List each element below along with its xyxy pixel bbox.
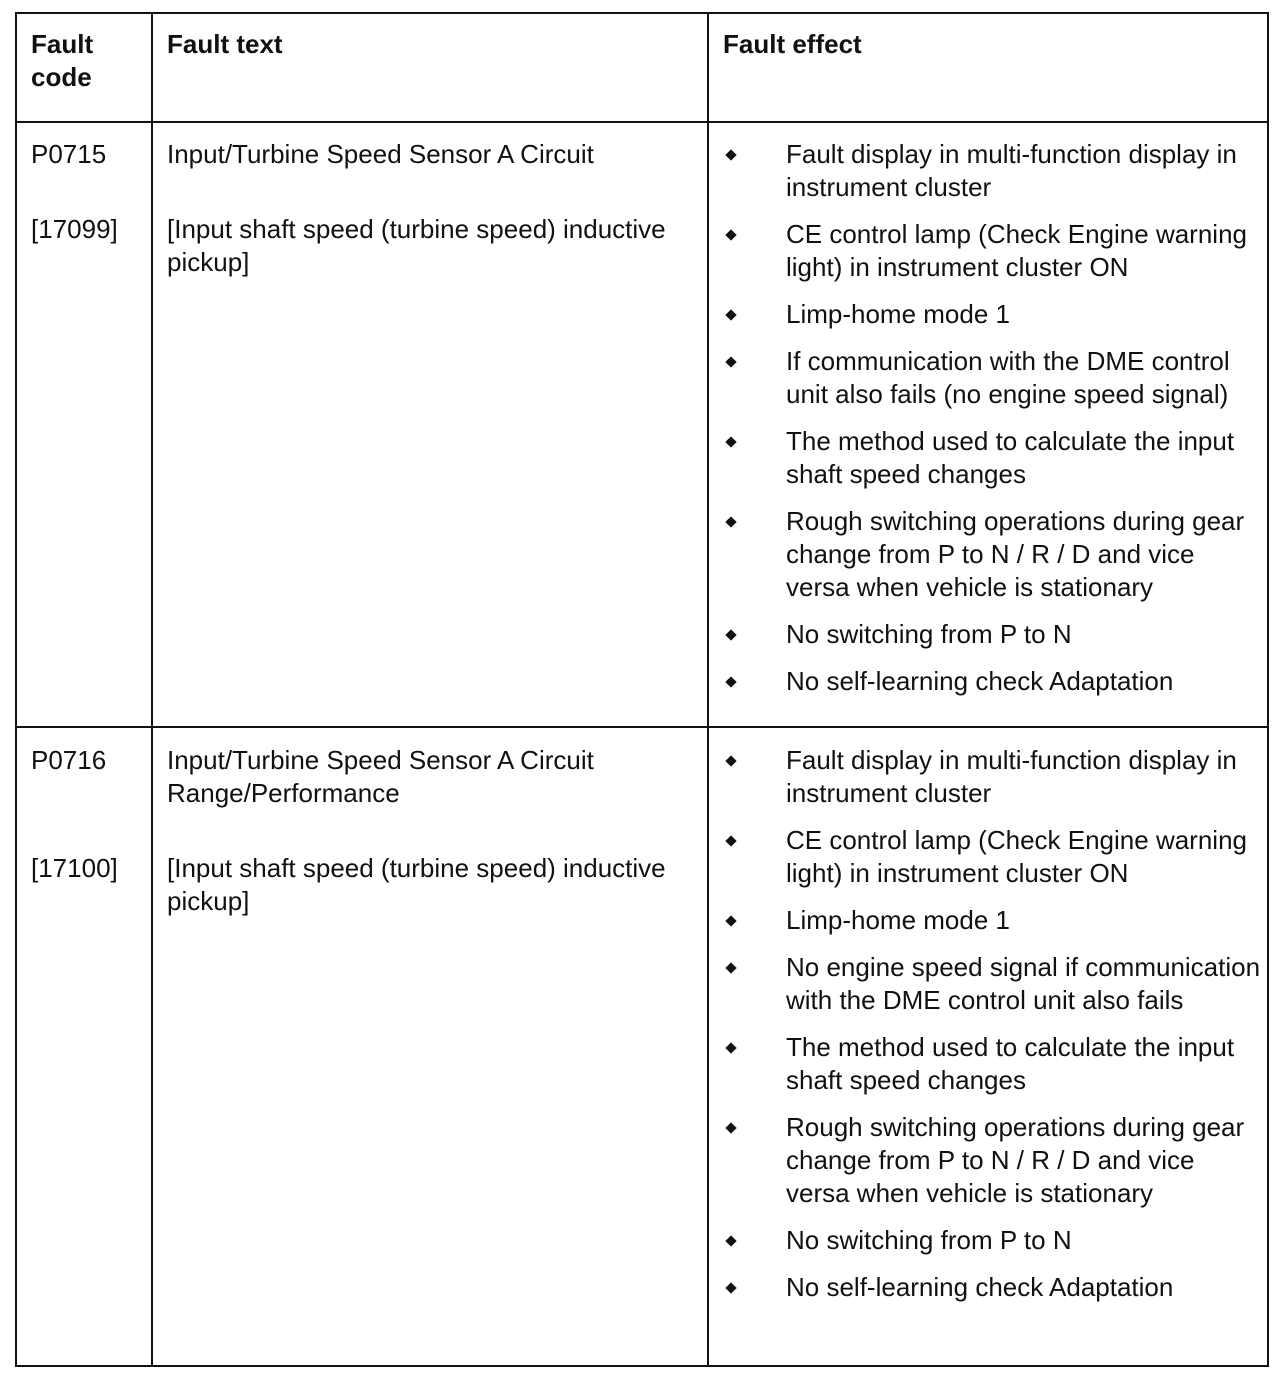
column-divider [707,14,709,1365]
table-row-1-effect-cell [723,138,1263,712]
bullet-diamond-icon [725,436,736,447]
fault-text-alt: [Input shaft speed (turbine speed) inductive pickup] [167,853,666,916]
list-item: The method used to calculate the input shaft speed changes [723,425,1263,491]
list-item: CE control lamp (Check Engine warning light) in instrument cluster ON [723,218,1263,284]
bullet-diamond-icon [725,229,736,240]
bullet-diamond-icon [725,962,736,973]
list-item: Rough switching operations during gear change from P to N / R / D and vice versa when vehicle is stationary [723,505,1263,604]
header-fault-text: Fault text [167,29,283,59]
bullet-diamond-icon [725,1235,736,1246]
fault-code-alt: [17100] [31,853,118,883]
bullet-diamond-icon [725,516,736,527]
bullet-diamond-icon [725,676,736,687]
table-row-2-code-cell [31,744,146,885]
header-fault-code: Fault code [31,29,94,92]
fault-text: Input/Turbine Speed Sensor A Circuit [167,139,594,169]
list-item: If communication with the DME control unit also fails (no engine speed signal) [723,345,1263,411]
list-item: Fault display in multi-function display in instrument cluster [723,744,1263,810]
bullet-diamond-icon [725,1122,736,1133]
table-row-2-text-cell [167,744,699,918]
bullet-diamond-icon [725,1042,736,1053]
fault-effect-list [723,744,1263,1304]
list-item: CE control lamp (Check Engine warning light) in instrument cluster ON [723,824,1263,890]
list-item: The method used to calculate the input shaft speed changes [723,1031,1263,1097]
list-item: Limp-home mode 1 [723,298,1263,331]
header-fault-effect: Fault effect [723,29,862,59]
fault-text-alt: [Input shaft speed (turbine speed) inductive pickup] [167,214,666,277]
row-divider [17,726,1267,728]
list-item: No self-learning check Adaptation [723,665,1263,698]
table-row-1-text-cell [167,138,699,279]
bullet-diamond-icon [725,309,736,320]
fault-code-table [15,12,1269,1367]
list-item: No switching from P to N [723,1224,1263,1257]
fault-code: P0715 [31,139,107,169]
bullet-diamond-icon [725,915,736,926]
bullet-diamond-icon [725,356,736,367]
list-item: No self-learning check Adaptation [723,1271,1263,1304]
fault-effect-list [723,138,1263,698]
list-item: Limp-home mode 1 [723,904,1263,937]
column-divider [151,14,153,1365]
list-item: Fault display in multi-function display in instrument cluster [723,138,1263,204]
fault-code: P0716 [31,745,107,775]
bullet-diamond-icon [725,149,736,160]
bullet-diamond-icon [725,1282,736,1293]
table-row-1-code-cell [31,138,146,246]
bullet-diamond-icon [725,755,736,766]
list-item: No engine speed signal if communication with the DME control unit also fails [723,951,1263,1017]
header-divider [17,121,1267,123]
table-row-2-effect-cell [723,744,1263,1318]
list-item: No switching from P to N [723,618,1263,651]
bullet-diamond-icon [725,629,736,640]
bullet-diamond-icon [725,835,736,846]
list-item: Rough switching operations during gear change from P to N / R / D and vice versa when vehicle is stationary [723,1111,1263,1210]
fault-code-alt: [17099] [31,214,118,244]
fault-text: Input/Turbine Speed Sensor A Circuit Range/Performance [167,745,594,808]
